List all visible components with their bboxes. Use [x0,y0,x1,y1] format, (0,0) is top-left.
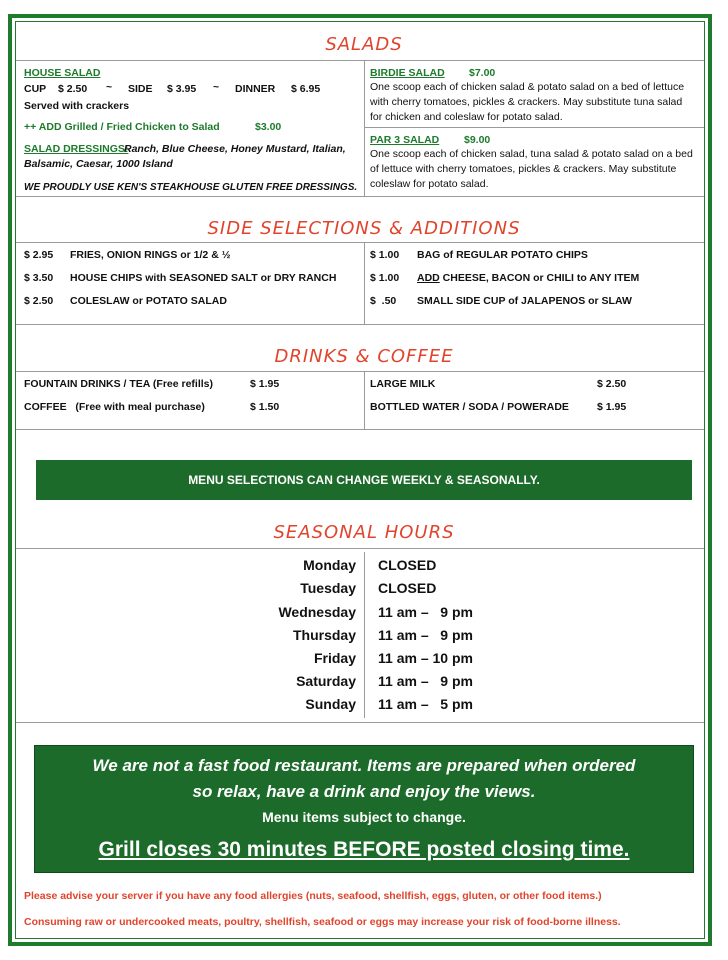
hours-time: CLOSED [378,557,437,573]
addition-price: $ 1.00 [370,272,400,284]
footer-banner [34,745,694,873]
divider [16,324,704,325]
hours-time: 11 am – 9 pm [378,627,473,643]
dressings-line1: Ranch, Blue Cheese, Honey Mustard, Italian, [124,143,346,155]
hours-day: Tuesday [300,580,356,596]
divider [16,60,704,61]
description-line: coleslaw for potato salad. [370,178,489,190]
grill-closing-notice: Grill closes 30 minutes BEFORE posted closing time. [98,838,630,861]
birdie-salad-heading: BIRDIE SALAD [370,67,445,79]
description-line: of lettuce with cherry tomatoes, pickles & crackers. May substitute [370,163,677,175]
add-word: ADD [417,272,440,284]
hours-time: 11 am – 9 pm [378,604,473,620]
par3-salad-description [370,147,708,192]
side-price: $ 2.50 [24,295,54,307]
side-price: $ 3.50 [24,272,54,284]
addition-item: SMALL SIDE CUP of JALAPENOS or SLAW [417,295,632,307]
sides-title: SIDE SELECTIONS & ADDITIONS [207,218,521,239]
divider [16,242,704,243]
drinks-title: DRINKS & COFFEE [274,346,454,367]
house-salad-heading: HOUSE SALAD [24,67,101,79]
hours-day: Saturday [296,673,356,689]
hours-time: 11 am – 9 pm [378,673,473,689]
separator: ~ [213,81,220,93]
drink-item: COFFEE (Free with meal purchase) [24,401,205,413]
gluten-free-note: WE PROUDLY USE KEN'S STEAKHOUSE GLUTEN FREE DRESSINGS. [24,182,358,193]
column-divider [364,242,365,324]
cup-label: CUP [24,83,47,95]
dressings-line2: Balsamic, Caesar, 1000 Island [24,158,173,170]
side-item: COLESLAW or POTATO SALAD [70,295,227,307]
divider [16,722,704,723]
dressings-label: SALAD DRESSINGS: [24,143,129,155]
dinner-label: DINNER [235,83,276,95]
banner-line: Menu items subject to change. [262,809,466,825]
addition-price: $ 1.00 [370,249,400,261]
drink-price: $ 1.95 [597,401,627,413]
hours-time: 11 am – 10 pm [378,650,473,666]
drink-price: $ 2.50 [597,378,627,390]
side-item: HOUSE CHIPS with SEASONED SALT or DRY RANCH [70,272,337,284]
divider [16,429,704,430]
allergy-notice: Please advise your server if you have any food allergies (nuts, seafood, shellfish, eggs, gluten, or other food items.) [24,890,602,902]
description-line: for chicken and coleslaw for potato salad. [370,111,563,123]
divider [16,371,704,372]
addition-price: $ .50 [370,295,397,307]
column-divider [364,60,365,196]
drink-item: BOTTLED WATER / SODA / POWERADE [370,401,569,413]
drink-price: $ 1.95 [250,378,280,390]
chicken-addon-price: $3.00 [255,121,282,133]
hours-day: Sunday [305,696,356,712]
addition-item [417,271,639,285]
hours-day: Monday [303,557,356,573]
banner-line: We are not a fast food restaurant. Items are prepared when ordered [92,756,636,775]
hours-time: 11 am – 5 pm [378,696,473,712]
hours-time: CLOSED [378,580,437,596]
divider [16,548,704,549]
side-label: SIDE [128,83,153,95]
birdie-salad-description [370,80,708,125]
side-price: $ 2.95 [24,249,54,261]
chicken-addon: ++ ADD Grilled / Fried Chicken to Salad [24,121,220,133]
divider [364,127,704,128]
hours-day: Thursday [292,627,356,643]
column-divider [364,371,365,429]
served-with-crackers: Served with crackers [24,100,130,112]
addition-item-text: CHEESE, BACON or CHILI to ANY ITEM [439,272,640,284]
divider [16,196,704,197]
description-line: One scoop each of chicken salad, tuna salad & potato salad on a bed [370,148,693,160]
par3-salad-price: $9.00 [464,134,491,146]
drink-price: $ 1.50 [250,401,280,413]
hours-title: SEASONAL HOURS [273,522,455,543]
par3-salad-heading: PAR 3 SALAD [370,134,440,146]
side-price: $ 3.95 [167,83,197,95]
description-line: One scoop each of chicken salad & potato salad on a bed of lettuce [370,81,685,93]
dinner-price: $ 6.95 [291,83,321,95]
raw-food-notice: Consuming raw or undercooked meats, poultry, shellfish, seafood or eggs may increase your risk of food-borne illness. [24,916,621,928]
banner-line: so relax, have a drink and enjoy the views. [192,782,536,801]
cup-price: $ 2.50 [58,83,88,95]
drink-item: LARGE MILK [370,378,436,390]
addition-item: BAG of REGULAR POTATO CHIPS [417,249,588,261]
salads-title: SALADS [325,34,403,55]
side-item: FRIES, ONION RINGS or 1/2 & ½ [70,249,231,261]
hours-day: Wednesday [278,604,356,620]
drink-item: FOUNTAIN DRINKS / TEA (Free refills) [24,378,214,390]
birdie-salad-price: $7.00 [469,67,496,79]
hours-day: Friday [313,650,356,666]
hours-column-divider [364,552,365,718]
separator: ~ [106,81,113,93]
description-line: with cherry tomatoes, pickles & crackers. May substitute tuna salad [370,96,683,108]
menu-change-banner: MENU SELECTIONS CAN CHANGE WEEKLY & SEASONALLY. [36,460,692,500]
